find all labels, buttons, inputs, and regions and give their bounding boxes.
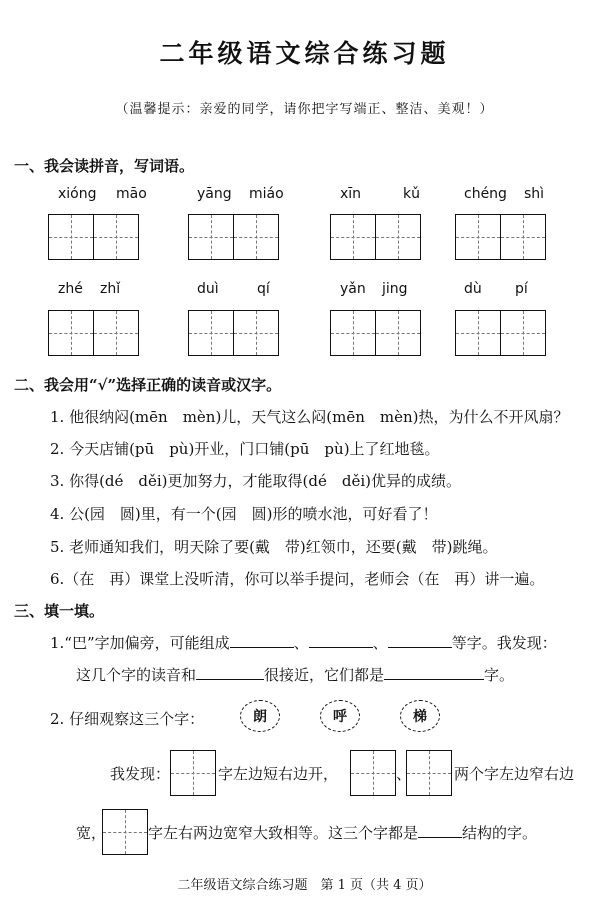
page-footer: 二年级语文综合练习题 第 1 页（共 4 页） [177, 878, 432, 893]
pinyin: xióng [58, 186, 97, 202]
pinyin: miáo [249, 186, 284, 202]
writing-grid[interactable] [188, 214, 277, 260]
find-label: 我发现： [110, 765, 171, 783]
page-title: 二年级语文综合练习题 [159, 39, 450, 68]
pinyin: pí [515, 281, 528, 297]
pinyin: shì [524, 186, 545, 202]
find-text: 、 [396, 765, 412, 783]
answer-blank[interactable] [309, 634, 373, 648]
question-line [76, 664, 514, 685]
pinyin: chéng [464, 186, 507, 202]
section2-heading: 二、我会用“√”选择正确的读音或汉字。 [14, 376, 282, 394]
pinyin: māo [116, 186, 147, 202]
question-line: 2. 仔细观察这三个字： [50, 710, 205, 728]
question-item: 5. 老师通知我们，明天除了要(戴 带)红领巾，还要(戴 带)跳绳。 [50, 538, 498, 556]
text: 很接近，它们都是 [264, 666, 385, 684]
pinyin: yǎn [340, 281, 366, 297]
writing-grid[interactable] [455, 214, 544, 260]
char-badge: 朗 [240, 700, 280, 732]
writing-grid[interactable] [455, 310, 544, 356]
text: 字左右两边宽窄大致相等。这三个字都是 [148, 824, 419, 842]
text: 等字。我发现： [451, 634, 557, 652]
writing-grid[interactable] [102, 809, 147, 855]
writing-grid[interactable] [350, 750, 395, 796]
answer-blank[interactable] [388, 634, 452, 648]
pinyin: zhé [58, 281, 83, 297]
writing-grid[interactable] [330, 310, 419, 356]
hint-text: （温馨提示：亲爱的同学，请你把字写端正、整洁、美观！） [115, 102, 494, 117]
text: 、 [372, 634, 388, 652]
pinyin: xīn [340, 186, 362, 202]
writing-grid[interactable] [48, 214, 137, 260]
pinyin: jing [382, 281, 408, 297]
answer-blank[interactable] [384, 666, 484, 680]
char-badge: 呼 [320, 700, 360, 732]
question-item: 6.（在 再）课堂上没听清，你可以举手提问，老师会（在 再）讲一遍。 [50, 570, 545, 588]
pinyin: yāng [197, 186, 232, 202]
pinyin: duì [197, 281, 219, 297]
writing-grid[interactable] [188, 310, 277, 356]
pinyin: kǔ [403, 186, 420, 202]
text: 结构的字。 [462, 824, 538, 842]
text: 、 [293, 634, 309, 652]
char-badge: 梯 [400, 700, 440, 732]
question-item: 3. 你得(dé děi)更加努力，才能取得(dé děi)优异的成绩。 [50, 472, 462, 490]
writing-grid[interactable] [170, 750, 215, 796]
find-text [148, 822, 537, 843]
question-item: 2. 今天店铺(pū pù)开业，门口铺(pū pù)上了红地毯。 [50, 440, 440, 458]
section3-heading: 三、填一填。 [14, 602, 105, 620]
pinyin: dù [464, 281, 482, 297]
question-item: 4. 公(园 圆)里，有一个(园 圆)形的喷水池，可好看了！ [50, 505, 438, 523]
find-text: 字左边短右边开， [218, 765, 339, 783]
find-text: 宽， [76, 824, 107, 842]
writing-grid[interactable] [406, 750, 451, 796]
writing-grid[interactable] [330, 214, 419, 260]
pinyin: qí [257, 281, 270, 297]
pinyin: zhǐ [100, 281, 121, 297]
section1-heading: 一、我会读拼音，写词语。 [14, 157, 195, 175]
question-line [50, 632, 557, 653]
answer-blank[interactable] [418, 824, 462, 838]
find-text: 两个字左边窄右边 [454, 765, 575, 783]
answer-blank[interactable] [230, 634, 294, 648]
text: 字。 [484, 666, 515, 684]
writing-grid[interactable] [48, 310, 137, 356]
text: 这几个字的读音和 [76, 666, 197, 684]
question-item: 1. 他很纳闷(mēn mèn)儿，天气这么闷(mēn mèn)热，为什么不开风扇？ [50, 408, 569, 426]
text: 1.“巴”字加偏旁，可能组成 [50, 634, 230, 652]
answer-blank[interactable] [196, 666, 264, 680]
